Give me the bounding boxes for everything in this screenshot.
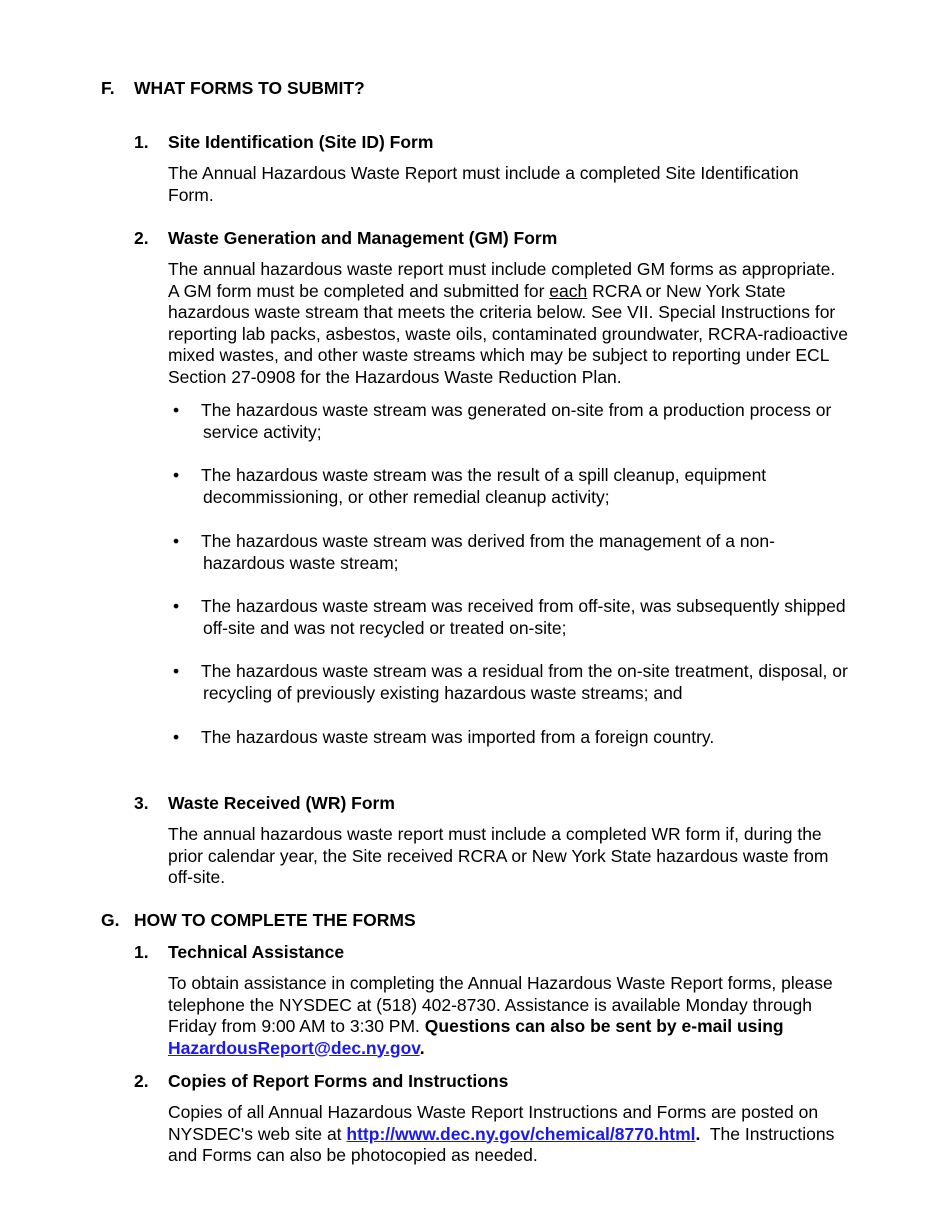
f2-line2-text-end: RCRA or New York State	[587, 280, 786, 301]
bullet-text: The hazardous waste stream was imported from a foreign country.	[201, 727, 715, 747]
g1-email-period: .	[419, 1037, 425, 1058]
f1-line: Form.	[168, 184, 214, 205]
f3-paragraph	[168, 824, 898, 889]
g1-number: 1.	[134, 942, 149, 962]
g1-line	[168, 1038, 898, 1060]
f3-line: prior calendar year, the Site received RCRA or New York State hazardous waste from	[168, 845, 829, 866]
bullet-icon: •	[173, 465, 180, 485]
bullet-icon: •	[173, 727, 180, 747]
g2-line2-text: NYSDEC's web site at	[168, 1123, 347, 1144]
g1-heading	[134, 941, 344, 963]
f3-line: The annual hazardous waste report must include a completed WR form if, during the	[168, 824, 822, 844]
bullet-text-continued: hazardous waste stream;	[203, 552, 399, 573]
f2-line	[168, 281, 898, 303]
f2-heading	[134, 227, 557, 249]
g1-line: To obtain assistance in completing the Annual Hazardous Waste Report forms, please	[168, 973, 833, 993]
f2-title: Waste Generation and Management (GM) Form	[168, 228, 558, 248]
g1-line	[168, 1016, 898, 1038]
f2-line: hazardous waste stream that meets the criteria below. See VII. Special Instructions for	[168, 302, 836, 322]
f3-number: 3.	[134, 793, 149, 813]
section-g-title: HOW TO COMPLETE THE FORMS	[134, 910, 416, 930]
g2-number: 2.	[134, 1071, 149, 1091]
bullet-text: The hazardous waste stream was derived from the management of a non-	[201, 531, 775, 551]
f1-line: The Annual Hazardous Waste Report must include a completed Site Identification	[168, 163, 799, 183]
bullet-text: The hazardous waste stream was received from off-site, was subsequently shipped	[201, 596, 846, 616]
bullet-text: The hazardous waste stream was a residual from the on-site treatment, disposal, or	[201, 661, 848, 681]
bullet-icon: •	[173, 596, 180, 616]
f1-paragraph	[168, 163, 898, 206]
g2-url-period: .	[695, 1123, 701, 1144]
f2-paragraph	[168, 259, 898, 388]
g2-line2-text-end: The Instructions	[700, 1123, 835, 1144]
bullet-text: The hazardous waste stream was generated on-site from a production process or	[201, 400, 832, 420]
g2-paragraph	[168, 1102, 898, 1167]
section-f-letter: F.	[101, 78, 115, 98]
g1-email-note: Questions can also be sent by e-mail using	[424, 1016, 784, 1036]
bullet-icon: •	[173, 661, 180, 681]
f2-number: 2.	[134, 228, 149, 248]
g1-line: telephone the NYSDEC at (518) 402-8730. Assistance is available Monday through	[168, 994, 813, 1015]
website-link[interactable]: http://www.dec.ny.gov/chemical/8770.html	[346, 1123, 696, 1144]
f1-number: 1.	[134, 132, 149, 152]
f2-line: mixed wastes, and other waste streams which may be subject to reporting under ECL	[168, 345, 830, 365]
email-link[interactable]: HazardousReport@dec.ny.gov	[168, 1037, 420, 1058]
g1-title: Technical Assistance	[168, 942, 345, 962]
g2-title: Copies of Report Forms and Instructions	[168, 1071, 509, 1091]
f2-line2-text: A GM form must be completed and submitted for	[168, 280, 550, 301]
g2-heading	[134, 1070, 508, 1092]
section-g-letter: G.	[101, 910, 120, 930]
g2-line: Copies of all Annual Hazardous Waste Report Instructions and Forms are posted on	[168, 1102, 819, 1122]
bullet-text-continued: service activity;	[203, 421, 322, 442]
bullet-icon: •	[173, 400, 180, 420]
f2-line: The annual hazardous waste report must include completed GM forms as appropriate.	[168, 259, 836, 279]
f2-line: Section 27-0908 for the Hazardous Waste Reduction Plan.	[168, 366, 622, 387]
bullet-text-continued: recycling of previously existing hazardous waste streams; and	[203, 682, 683, 703]
f1-title: Site Identification (Site ID) Form	[168, 132, 434, 152]
f3-line: off-site.	[168, 867, 226, 887]
f1-heading	[134, 131, 433, 153]
f2-line: reporting lab packs, asbestos, waste oils, contaminated groundwater, RCRA-radioactive	[168, 323, 848, 344]
section-f-title: WHAT FORMS TO SUBMIT?	[134, 78, 365, 98]
g2-line	[168, 1124, 898, 1146]
g1-paragraph	[168, 973, 898, 1059]
bullet-text-continued: off-site and was not recycled or treated on-site;	[203, 617, 567, 638]
bullet-icon: •	[173, 531, 180, 551]
bullet-text: The hazardous waste stream was the result of a spill cleanup, equipment	[201, 465, 767, 485]
section-g-heading	[101, 909, 416, 931]
g2-line: and Forms can also be photocopied as needed.	[168, 1145, 538, 1165]
section-f-heading	[101, 77, 365, 99]
bullet-text-continued: decommissioning, or other remedial cleanup activity;	[203, 486, 610, 507]
f3-title: Waste Received (WR) Form	[168, 793, 395, 813]
f2-emphasis-each: each	[549, 280, 588, 301]
f3-heading	[134, 792, 395, 814]
g1-line3-text: Friday from 9:00 AM to 3:30 PM.	[168, 1016, 425, 1036]
